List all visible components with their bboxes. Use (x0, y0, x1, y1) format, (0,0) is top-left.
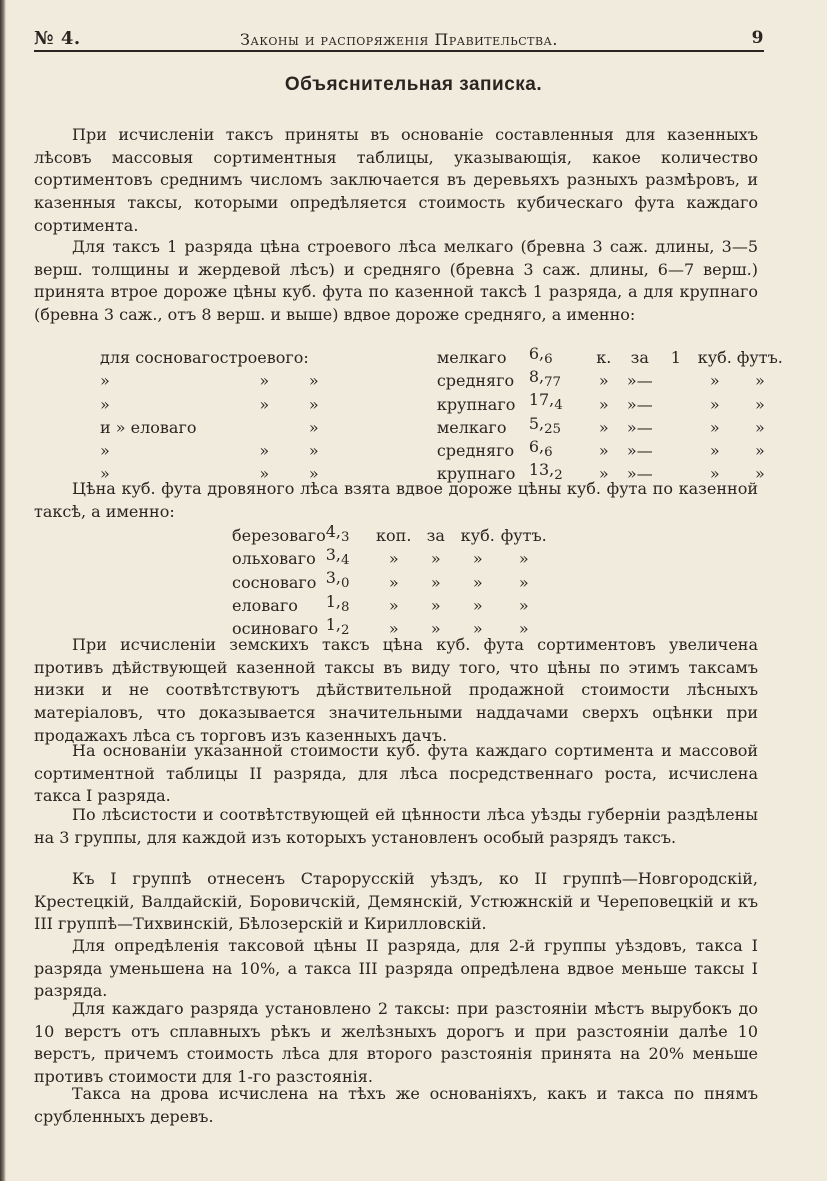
per-label: »— (626, 464, 653, 484)
unit-label: » (709, 440, 720, 460)
firewood-price: $4,_3$ (325, 522, 350, 546)
foot-label: » (518, 595, 529, 615)
paragraph-6: По лѣсистости и соотвѣтствующей ей цѣнности лѣса уѣзды губерніи раздѣлены на 3 группы, для каждой изъ которыхъ установленъ особый разрядъ таксъ. (34, 805, 758, 847)
timber-price: $6,_6$ (528, 436, 553, 460)
per-label: »— (626, 394, 653, 414)
timber-size: мелкаго (436, 417, 507, 437)
unit-label: » (709, 417, 720, 437)
unit-label: » (472, 549, 483, 569)
issue-number: № 4. (34, 28, 81, 49)
timber-ditto: » (308, 394, 319, 414)
timber-quality: » (259, 394, 270, 414)
unit-label: » (472, 595, 483, 615)
unit-label: » (709, 371, 720, 391)
firewood-price-subscript: 4 (341, 553, 350, 569)
currency: » (598, 394, 609, 414)
unit-label: » (472, 618, 483, 638)
unit-label: куб. (460, 526, 495, 546)
timber-size: средняго (436, 371, 515, 391)
foot-label: » (754, 394, 765, 414)
timber-size: средняго (436, 440, 515, 460)
firewood-price: $3,_4$ (325, 545, 350, 569)
timber-kind: » (100, 371, 110, 391)
wood-type: осиноваго (232, 618, 319, 638)
firewood-price-subscript: 3 (341, 530, 350, 546)
paragraph-2: Для таксъ 1 разряда цѣна строевого лѣса мелкаго (бревна 3 саж. длины, 3—5 верш. толщины и жердевой лѣсъ) и средняго (бревна 3 саж. длины, 6—7 верш.) принята втрое дороже цѣны куб. фута по казенной таксѣ 1 разряда, а для крупнаго (бревна 3 саж., отъ 8 верш. и выше) вдвое дороже средняго, а именно: (34, 237, 758, 325)
quantity (659, 437, 693, 460)
page-number: 9 (751, 28, 764, 48)
timber-price: $8,_{77}$ (528, 367, 562, 391)
currency: » (598, 440, 609, 460)
currency: » (388, 618, 399, 638)
firewood-price: $1,_8$ (325, 591, 350, 615)
quantity (659, 414, 693, 437)
quantity: 1 (670, 348, 681, 368)
firewood-price: $1,_2$ (325, 614, 350, 638)
unit-label: » (709, 464, 720, 484)
timber-kind: » (100, 464, 110, 484)
per-label: » (430, 572, 441, 592)
currency: » (598, 417, 609, 437)
running-header (34, 24, 764, 52)
header-rule (34, 50, 764, 52)
timber-price-subscript: 6 (544, 352, 553, 368)
unit-label: куб. (697, 348, 732, 368)
table-row (232, 545, 548, 568)
currency: » (388, 595, 399, 615)
page-binding-edge (0, 0, 6, 1181)
timber-kind: и » еловаго (100, 417, 197, 437)
wood-type: сосноваго (232, 572, 317, 592)
paragraph-8: Для опредѣленія таксовой цѣны II разряда, для 2-й группы уѣздовъ, такса I разряда уменьшена на 10%, а такса III разряда опредѣлена вдвое меньше таксы I разряда. (34, 936, 758, 1001)
paragraph-4: При исчисленіи земскихъ таксъ цѣна куб. фута сортиментовъ увеличена противъ дѣйствующей казенной таксы въ виду того, что цѣны по этимъ таксамъ низки и не соотвѣтствуютъ дѣйствительной продажной стоимости лѣсныхъ матеріаловъ, что доказывается значительными наддачами сверхъ оцѣнки при продажахъ лѣса съ торговъ изъ казенныхъ дачъ. (34, 635, 758, 745)
foot-label: » (518, 572, 529, 592)
timber-ditto: » (308, 464, 319, 484)
firewood-price-subscript: 0 (341, 576, 350, 592)
firewood-price: $3,_0$ (325, 568, 350, 592)
currency: » (598, 371, 609, 391)
per-label: » (430, 549, 441, 569)
table-row (100, 437, 783, 460)
timber-ditto: » (308, 371, 319, 391)
foot-label: » (518, 549, 529, 569)
timber-ditto (309, 344, 437, 367)
table-row (100, 344, 783, 367)
quantity (659, 367, 693, 390)
timber-price-subscript: 4 (554, 398, 563, 414)
firewood-price-subscript: 8 (341, 599, 350, 615)
foot-label: » (754, 440, 765, 460)
timber-price-subscript: 6 (544, 444, 553, 460)
currency: » (388, 572, 399, 592)
paragraph-10: Такса на дрова исчислена на тѣхъ же основаніяхъ, какъ и такса по пнямъ срубленныхъ деревъ. (34, 1084, 758, 1126)
foot-label: » (754, 371, 765, 391)
paragraph-5: На основаніи указанной стоимости куб. фута каждаго сортимента и массовой сортиментной таблицы II разряда, для лѣса посредственнаго роста, исчислена такса I разряда. (34, 741, 758, 806)
table-row (232, 592, 548, 615)
currency: » (598, 464, 609, 484)
unit-label: » (709, 394, 720, 414)
timber-quality: » (259, 464, 270, 484)
foot-label: » (754, 464, 765, 484)
timber-size: крупнаго (436, 394, 516, 414)
timber-price: $17,_4$ (528, 390, 563, 414)
unit-label: » (472, 572, 483, 592)
wood-type: ольховаго (232, 549, 316, 569)
document-title: Объяснительная записка. (284, 74, 543, 95)
currency: к. (596, 348, 612, 368)
per-label: »— (626, 417, 653, 437)
foot-label: футъ. (500, 526, 547, 546)
timber-ditto: » (308, 440, 319, 460)
foot-label: футъ. (736, 348, 783, 368)
timber-quality (220, 414, 309, 437)
per-label: за (426, 526, 445, 546)
construction-timber-price-table (100, 344, 783, 483)
timber-size: мелкаго (436, 348, 507, 368)
per-label: »— (626, 440, 653, 460)
paragraph-3: Цѣна куб. фута дровяного лѣса взята вдвое дороже цѣны куб. фута по казенной таксѣ, а именно: (34, 479, 758, 521)
header-title: Законы и распоряженія Правительства. (240, 30, 558, 49)
timber-price: $6,_6$ (528, 344, 553, 368)
currency: » (388, 549, 399, 569)
timber-price-subscript: 77 (544, 375, 562, 391)
timber-kind: » (100, 394, 110, 414)
timber-price-subscript: 2 (554, 468, 563, 484)
table-row (100, 390, 783, 413)
per-label: »— (626, 371, 653, 391)
timber-price: $5,_{25}$ (528, 413, 562, 437)
table-row (232, 568, 548, 591)
quantity (659, 390, 693, 413)
wood-type: еловаго (232, 595, 298, 615)
table-row (100, 367, 783, 390)
timber-price: $13,_2$ (528, 459, 563, 484)
paragraph-1: При исчисленіи таксъ приняты въ основаніе составленныя для казенныхъ лѣсовъ массовыя сортиментныя таблицы, указывающія, какое количество сортиментовъ среднимъ числомъ заключается въ деревьяхъ разныхъ размѣровъ, и казенныя таксы, которыми опредѣляется стоимость кубическаго фута каждаго сортимента. (34, 125, 758, 235)
table-row (100, 414, 783, 437)
per-label: » (430, 595, 441, 615)
timber-kind: » (100, 440, 110, 460)
per-label: за (630, 348, 649, 368)
timber-quality: » (259, 371, 270, 391)
per-label: » (430, 618, 441, 638)
timber-size: крупнаго (436, 464, 516, 484)
firewood-price-table (232, 522, 548, 638)
paragraph-7: Къ I группѣ отнесенъ Старорусскій уѣздъ, ко II группѣ—Новгородскій, Крестецкій, Валдайскій, Боровичскій, Демянскій, Устюжнскій и Череповецкій и къ III группѣ—Тихвинскій, Бѣлозерскій и Кирилловскій. (34, 869, 758, 934)
firewood-price-subscript: 2 (341, 622, 350, 638)
timber-quality: » (259, 440, 270, 460)
table-row (232, 522, 548, 545)
timber-quality: строевого: (219, 348, 309, 368)
foot-label: » (754, 417, 765, 437)
wood-type: березоваго (232, 526, 326, 546)
timber-kind: для сосноваго (100, 348, 220, 368)
timber-price-subscript: 25 (544, 421, 562, 437)
paragraph-9: Для каждаго разряда установлено 2 таксы: при разстояніи мѣстъ вырубокъ до 10 верстъ отъ сплавныхъ рѣкъ и желѣзныхъ дорогъ и при разстояніи далѣе 10 верстъ, причемъ стоимость лѣса для второго разстоянія принята на 20% меньше противъ стоимости для 1-го разстоянія. (34, 999, 758, 1087)
foot-label: » (518, 618, 529, 638)
timber-ditto: » (308, 417, 319, 437)
currency: коп. (376, 526, 412, 546)
